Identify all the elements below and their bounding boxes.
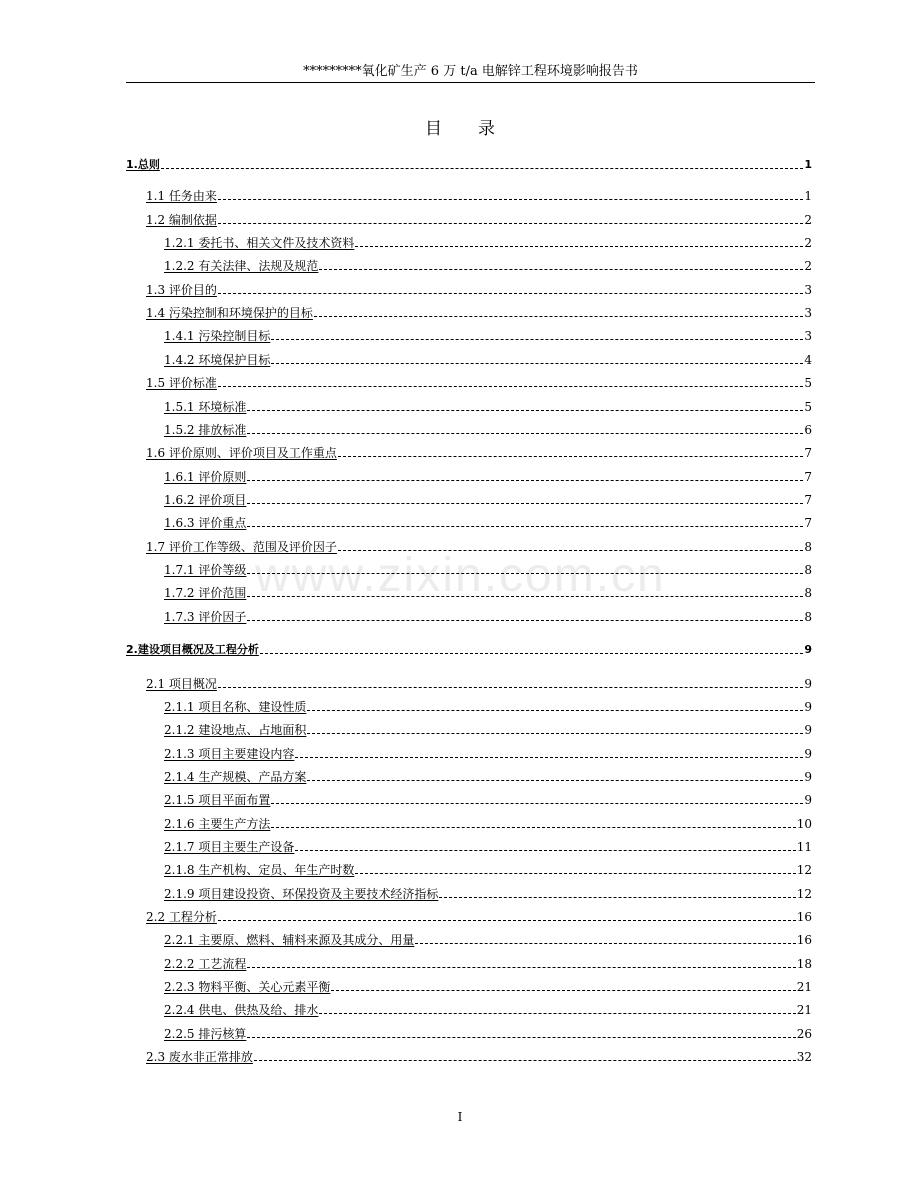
toc-entry-page: 9 [804,723,812,737]
toc-entry-title: 1.4.2 环境保护目标 [164,353,271,367]
toc-entry-page: 9 [804,643,812,656]
toc-entry[interactable] [164,860,812,878]
toc-dot-leader [218,199,803,200]
toc-entry-title: 2.2.2 工艺流程 [164,957,247,971]
toc-entry-title: 2.1.6 主要生产方法 [164,817,271,831]
toc-dot-leader [247,967,795,968]
toc-entry-page: 12 [796,887,812,901]
toc-dot-leader [415,943,795,944]
toc-entry[interactable] [146,186,812,204]
toc-dot-leader [247,573,803,574]
toc-dot-leader [295,757,803,758]
toc-dot-leader [271,363,803,364]
toc-entry[interactable] [146,373,812,391]
toc-entry-page: 1 [804,189,812,203]
toc-entry-title: 2.2.3 物料平衡、关心元素平衡 [164,980,331,994]
toc-entry-page: 21 [796,1003,812,1017]
toc-entry[interactable] [164,837,812,855]
toc-dot-leader [355,873,795,874]
toc-entry[interactable] [164,490,812,508]
toc-entry-title: 2.2.1 主要原、燃料、辅料来源及其成分、用量 [164,933,415,947]
toc-entry-title: 1.4 污染控制和环境保护的目标 [146,306,313,320]
toc-dot-leader [218,293,803,294]
toc-entry-page: 3 [804,329,812,343]
toc-entry[interactable] [164,607,812,625]
toc-entry-page: 9 [804,677,812,691]
toc-entry-page: 12 [796,863,812,877]
toc-entry-title: 2.1.2 建设地点、占地面积 [164,723,307,737]
toc-entry[interactable] [146,907,812,925]
toc-dot-leader [247,596,803,597]
toc-entry-page: 8 [804,610,812,624]
toc-entry[interactable] [164,397,812,415]
toc-entry-title: 1.6.1 评价原则 [164,470,247,484]
toc-entry[interactable] [164,513,812,531]
toc-entry-page: 9 [804,747,812,761]
toc-entry-page: 3 [804,283,812,297]
toc-entry-title: 2.1.7 项目主要生产设备 [164,840,295,854]
toc-entry-page: 16 [796,910,812,924]
toc-entry[interactable] [164,954,812,972]
toc-entry-title: 2.1 项目概况 [146,677,217,691]
toc-entry[interactable] [164,930,812,948]
toc-dot-leader [271,803,803,804]
toc-dot-leader [218,223,803,224]
header-text: *********氧化矿生产 6 万 t/a 电解锌工程环境影响报告书 [303,64,638,79]
toc-entry[interactable] [164,1000,812,1018]
toc-entry-title: 1.总则 [126,158,160,171]
toc-entry-title: 1.3 评价目的 [146,283,217,297]
toc-entry-page: 7 [804,446,812,460]
toc-entry-page: 10 [796,817,812,831]
toc-entry-page: 7 [804,470,812,484]
toc-dot-leader [247,503,803,504]
toc-entry[interactable] [164,1024,812,1042]
toc-entry-page: 16 [796,933,812,947]
toc-entry-page: 18 [796,957,812,971]
toc-entry-title: 1.7.1 评价等级 [164,563,247,577]
toc-entry-page: 1 [804,158,812,171]
toc-dot-leader [355,246,803,247]
toc-entry-page: 5 [804,376,812,390]
toc-dot-leader [247,1037,795,1038]
toc-entry-title: 1.5.1 环境标准 [164,400,247,414]
toc-entry[interactable] [146,210,812,228]
toc-entry-title: 2.2.4 供电、供热及给、排水 [164,1003,319,1017]
toc-entry[interactable] [164,767,812,785]
toc-entry-page: 9 [804,700,812,714]
toc-entry-page: 21 [796,980,812,994]
toc-entry-page: 26 [796,1027,812,1041]
watermark: www.zixin.com.cn [255,549,666,602]
toc-entry[interactable] [146,1047,812,1065]
toc-dot-leader [260,653,804,654]
toc-entry-title: 1.7 评价工作等级、范围及评价因子 [146,540,337,554]
toc-entry[interactable] [164,326,812,344]
toc-dot-leader [271,827,795,828]
toc-entry[interactable] [164,467,812,485]
toc-dot-leader [247,526,803,527]
toc-entry[interactable] [164,420,812,438]
toc-entry[interactable] [164,350,812,368]
toc-dot-leader [439,897,795,898]
toc-entry[interactable] [164,977,812,995]
toc-dot-leader [161,168,804,169]
toc-dot-leader [319,1013,795,1014]
toc-entry-title: 2.1.5 项目平面布置 [164,793,271,807]
toc-entry-title: 1.1 任务由来 [146,189,217,203]
toc-dot-leader [247,433,803,434]
toc-entry[interactable] [146,674,812,692]
toc-dot-leader [314,316,803,317]
toc-entry-title: 1.6 评价原则、评价项目及工作重点 [146,446,337,460]
toc-entry-page: 8 [804,586,812,600]
toc-dot-leader [218,386,803,387]
toc-entry-title: 2.1.3 项目主要建设内容 [164,747,295,761]
toc-entry-page: 8 [804,540,812,554]
toc-entry-title: 2.3 废水非正常排放 [146,1050,253,1064]
toc-entry-title: 1.6.3 评价重点 [164,516,247,530]
toc-entry-page: 8 [804,563,812,577]
toc-entry-page: 4 [804,353,812,367]
running-header [126,62,815,83]
toc-dot-leader [247,620,803,621]
toc-entry[interactable] [146,280,812,298]
toc-entry-title: 1.7.2 评价范围 [164,586,247,600]
toc-entry-page: 5 [804,400,812,414]
toc-entry[interactable] [146,303,812,321]
toc-entry[interactable] [126,155,812,173]
toc-entry-page: 7 [804,516,812,530]
toc-entry-page: 2 [804,259,812,273]
toc-entry-title: 1.2.1 委托书、相关文件及技术资料 [164,236,355,250]
page-number: I [457,1110,463,1124]
toc-dot-leader [218,687,803,688]
toc-entry-page: 9 [804,793,812,807]
toc-dot-leader [295,850,795,851]
toc-entry[interactable] [126,640,812,658]
toc-entry-page: 7 [804,493,812,507]
toc-entry-title: 2.1.9 项目建设投资、环保投资及主要技术经济指标 [164,887,439,901]
toc-dot-leader [307,780,803,781]
toc-entry[interactable] [164,560,812,578]
toc-entry-page: 2 [804,213,812,227]
toc-entry-title: 1.4.1 污染控制目标 [164,329,271,343]
toc-entry[interactable] [164,233,812,251]
toc-entry[interactable] [164,884,812,902]
toc-entry[interactable] [146,443,812,461]
toc-entry-page: 3 [804,306,812,320]
toc-entry-page: 6 [804,423,812,437]
toc-entry-title: 2.1.8 生产机构、定员、年生产时数 [164,863,355,877]
toc-entry-title: 2.2.5 排污核算 [164,1027,247,1041]
toc-entry-title: 2.1.4 生产规模、产品方案 [164,770,307,784]
toc-entry[interactable] [164,256,812,274]
toc-entry-page: 2 [804,236,812,250]
toc-dot-leader [331,990,795,991]
toc-entry[interactable] [164,697,812,715]
toc-entry-title: 1.7.3 评价因子 [164,610,247,624]
toc-dot-leader [247,410,803,411]
toc-entry-page: 9 [804,770,812,784]
toc-entry[interactable] [164,720,812,738]
toc-entry-title: 1.2.2 有关法律、法规及规范 [164,259,319,273]
toc-dot-leader [319,269,803,270]
toc-entry[interactable] [164,814,812,832]
toc-entry-title: 1.6.2 评价项目 [164,493,247,507]
toc-entry[interactable] [164,583,812,601]
toc-dot-leader [247,480,803,481]
toc-entry[interactable] [164,744,812,762]
toc-entry-title: 2.建设项目概况及工程分析 [126,643,259,656]
toc-entry-title: 1.5.2 排放标准 [164,423,247,437]
toc-dot-leader [218,920,796,921]
toc-entry-page: 11 [796,840,812,854]
toc-entry-title: 1.2 编制依据 [146,213,217,227]
toc-dot-leader [254,1060,796,1061]
toc-entry-page: 32 [796,1050,812,1064]
toc-dot-leader [307,710,803,711]
toc-dot-leader [338,456,803,457]
toc-entry-title: 2.1.1 项目名称、建设性质 [164,700,307,714]
toc-entry-title: 2.2 工程分析 [146,910,217,924]
toc-dot-leader [271,339,803,340]
toc-entry[interactable] [164,790,812,808]
page-title: 目录 [425,119,531,139]
toc-entry[interactable] [146,537,812,555]
toc-dot-leader [307,733,803,734]
toc-dot-leader [338,550,803,551]
toc-entry-title: 1.5 评价标准 [146,376,217,390]
